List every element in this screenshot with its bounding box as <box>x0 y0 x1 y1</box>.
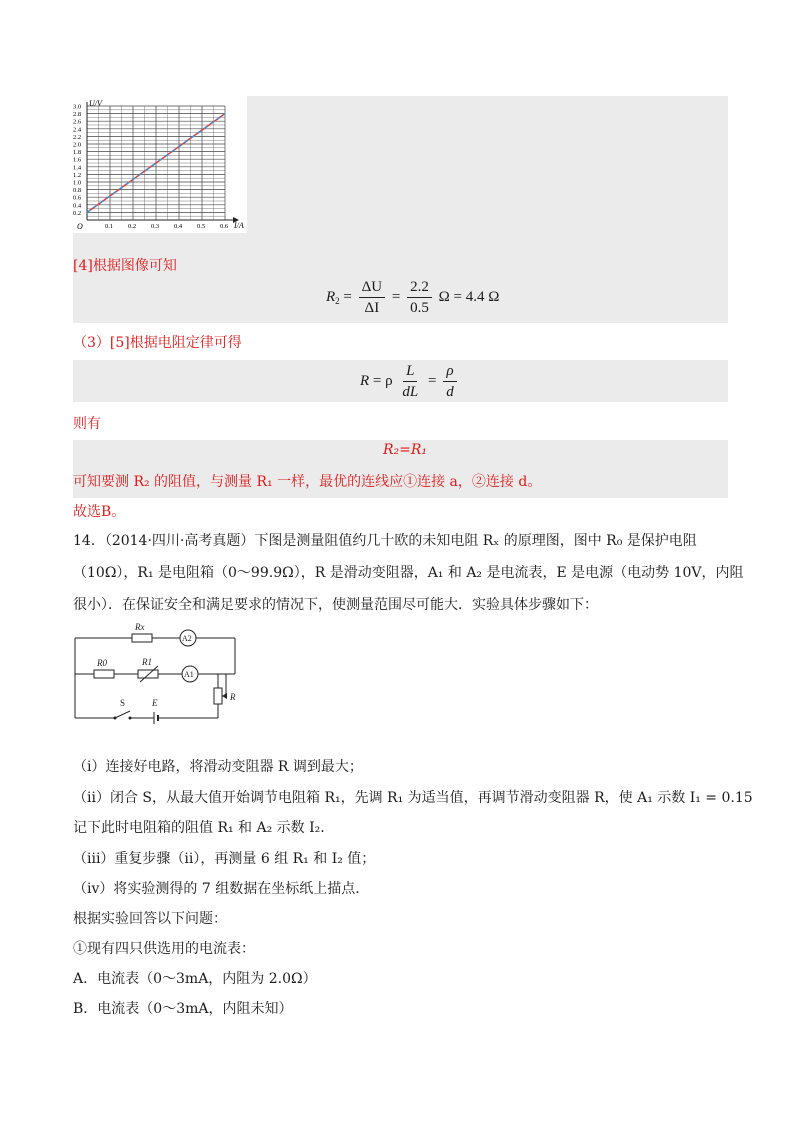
y-tick-label: 0.4 <box>73 202 82 210</box>
rx-resistor <box>132 634 152 642</box>
y-tick-label: 0.8 <box>73 187 82 195</box>
answer-prompt: 根据实验回答以下问题： <box>73 911 227 927</box>
step-i: （i）连接好电路，将滑动变阻器 R 调到最大； <box>73 759 363 775</box>
frac-den: d <box>446 384 454 400</box>
step-4-label: [4]根据图像可知 <box>73 258 177 274</box>
fraction-du-di <box>359 278 385 317</box>
formula-eq-rho: = ρ <box>372 372 393 389</box>
step-ii-line-2: 记下此时电阻箱的阻值 R₁ 和 A₂ 示数 I₂. <box>73 820 325 836</box>
frac-num: 2.2 <box>407 278 432 298</box>
fraction-values <box>407 278 432 317</box>
y-tick-label: 1.2 <box>73 171 82 179</box>
x-tick-label: 0.2 <box>128 223 137 230</box>
y-tick-label: 2.6 <box>73 118 82 126</box>
rx-label: Rx <box>135 622 145 632</box>
formula-r: R <box>360 372 370 389</box>
question-14-line-2: （10Ω），R₁ 是电阻箱（0～99.9Ω），R 是滑动变阻器，A₁ 和 A₂ 是电流表，E 是电源（电动势 10V，内阻 <box>73 565 744 581</box>
formula-r2 <box>326 278 499 317</box>
s-label: S <box>120 698 126 708</box>
formula-result: Ω = 4.4 Ω <box>438 288 500 305</box>
r-label: R <box>230 692 236 702</box>
origin-label: O <box>77 222 83 231</box>
circuit-diagram <box>70 618 245 728</box>
y-tick-label: 2.2 <box>73 133 82 141</box>
question-14-line-3: 很小）．在保证安全和满足要求的情况下，使测量范围尽可能大．实验具体步骤如下： <box>73 597 598 613</box>
r0-resistor <box>94 670 114 678</box>
x-tick-label: 0.1 <box>105 223 114 230</box>
y-axis-label: U/V <box>89 99 102 108</box>
frac-num: L <box>403 362 417 382</box>
frac-den: dL <box>402 384 419 400</box>
u-i-graph <box>73 96 247 233</box>
formula-r2-eq-r1: R₂=R₁ <box>383 442 428 458</box>
x-tick-label: 0.5 <box>197 223 206 230</box>
r1-label: R1 <box>142 657 152 667</box>
formula-eq2: = <box>391 288 401 305</box>
step-iv: （iv）将实验测得的 7 组数据在坐标纸上描点． <box>73 881 370 897</box>
y-tick-label: 1.4 <box>73 164 82 172</box>
conclusion-line-2: 故选B。 <box>73 504 126 520</box>
frac-num: ρ <box>443 362 456 382</box>
question-1: ①现有四只供选用的电流表： <box>73 941 255 957</box>
fraction-rho-d <box>443 362 457 401</box>
y-tick-label: 0.6 <box>73 194 82 202</box>
r1-resistor-box <box>138 670 158 678</box>
a2-label: A2 <box>182 634 192 643</box>
x-axis-label: I/A <box>234 221 244 230</box>
e-label: E <box>152 698 158 708</box>
option-b: B．电流表（0～3mA，内阻未知） <box>73 1001 293 1017</box>
formula-r2-sub: 2 <box>335 295 340 306</box>
step-iii: （iii）重复步骤（ii），再测量 6 组 R₁ 和 I₂ 值； <box>73 851 376 867</box>
conclusion-line-1: 可知要测 R₂ 的阻值，与测量 R₁ 一样，最优的连线应①连接 a，②连接 d。 <box>73 474 542 490</box>
y-tick-label: 3.0 <box>73 103 82 111</box>
frac-den: 0.5 <box>410 300 429 316</box>
y-tick-label: 2.0 <box>73 141 82 149</box>
step-5-label: （3）[5]根据电阻定律可得 <box>73 335 242 351</box>
frac-num: ΔU <box>359 278 385 298</box>
formula-eq2: = <box>427 372 437 389</box>
formula-resistivity <box>360 362 460 401</box>
option-a: A．电流表（0～3mA，内阻为 2.0Ω） <box>73 971 317 987</box>
x-tick-label: 0.6 <box>220 223 229 230</box>
y-tick-label: 1.6 <box>73 156 82 164</box>
r0-label: R0 <box>97 658 107 668</box>
step-ii-line-1: （ii）闭合 S，从最大值开始调节电阻箱 R₁，先调 R₁ 为适当值，再调节滑动变阻器 R，使 A₁ 示数 I₁ = 0.15 <box>73 790 753 806</box>
y-tick-label: 1.8 <box>73 149 82 157</box>
solution-block-1 <box>247 96 728 233</box>
switch-s <box>115 711 130 718</box>
formula-r2-lhs: R <box>326 288 336 305</box>
a1-label: A1 <box>184 670 194 679</box>
x-tick-label: 0.4 <box>174 223 183 230</box>
question-14-line-1: 14．（2014·四川·高考真题）下图是测量阻值约几十欧的未知电阻 Rₓ 的原理图，图中 R₀ 是保护电阻 <box>73 533 697 549</box>
rheostat-r <box>214 688 222 704</box>
y-tick-label: 2.4 <box>73 126 82 134</box>
x-tick-label: 0.3 <box>151 223 160 230</box>
frac-den: ΔI <box>364 300 380 316</box>
y-tick-label: 2.8 <box>73 111 82 119</box>
then-label: 则有 <box>73 416 101 432</box>
y-tick-label: 1.0 <box>73 179 82 187</box>
y-tick-label: 0.2 <box>73 209 82 217</box>
fraction-l-dl <box>399 362 421 401</box>
formula-eq: = <box>343 288 352 305</box>
